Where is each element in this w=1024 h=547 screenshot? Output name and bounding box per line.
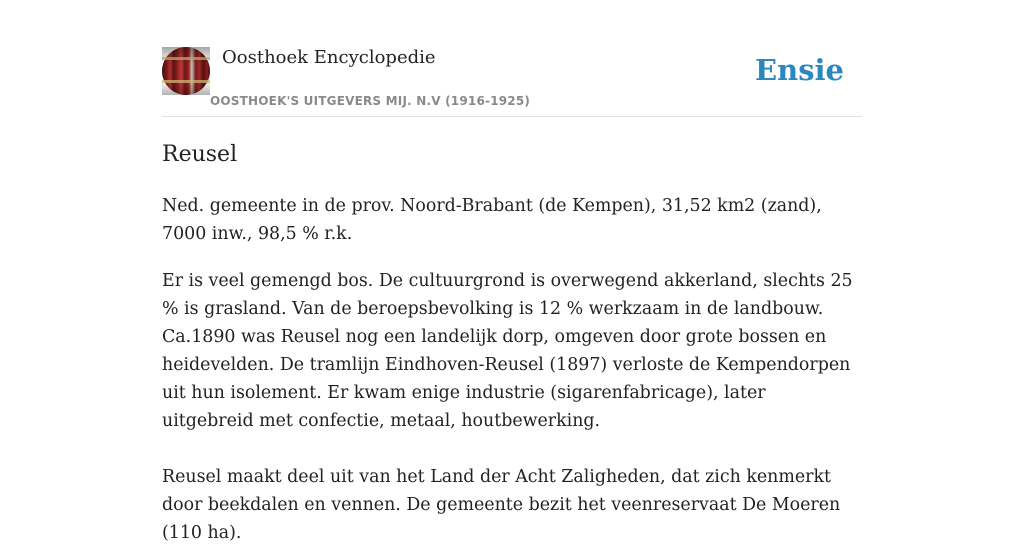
article-paragraph: Er is veel gemengd bos. De cultuurgrond is overwegend akkerland, slechts 25 % is grasland. Van de beroepsbevolking is 12 % werkzaam in de landbouw. Ca.1890 was Reusel nog een landelijk dorp, omgeven door grote bossen en heidevelden. De tramlijn Eindhoven-Reusel (1897) verloste de Kempendorpen uit hun isolement. Er kwam enige industrie (sigarenfabricage), later uitgebreid met confectie, metaal, houtbewerking.	[162, 271, 853, 431]
page-title: Reusel	[162, 142, 238, 167]
brand-logo[interactable]: Ensie	[755, 53, 844, 87]
encyclopedia-books-icon[interactable]	[162, 47, 210, 95]
article-paragraph: Ned. gemeente in de prov. Noord-Brabant (de Kempen), 31,52 km2 (zand), 7000 inw., 98,5 % r.k.	[162, 196, 822, 244]
site-header	[162, 46, 862, 117]
site-subtitle: OOSTHOEK'S UITGEVERS MIJ. N.V (1916-1925)	[210, 94, 531, 108]
article-body	[162, 192, 862, 547]
article-paragraph: Reusel maakt deel uit van het Land der Acht Zaligheden, dat zich kenmerkt door beekdalen en vennen. De gemeente bezit het veenreservaat De Moeren (110 ha).	[162, 467, 841, 543]
site-title[interactable]: Oosthoek Encyclopedie	[222, 47, 436, 68]
